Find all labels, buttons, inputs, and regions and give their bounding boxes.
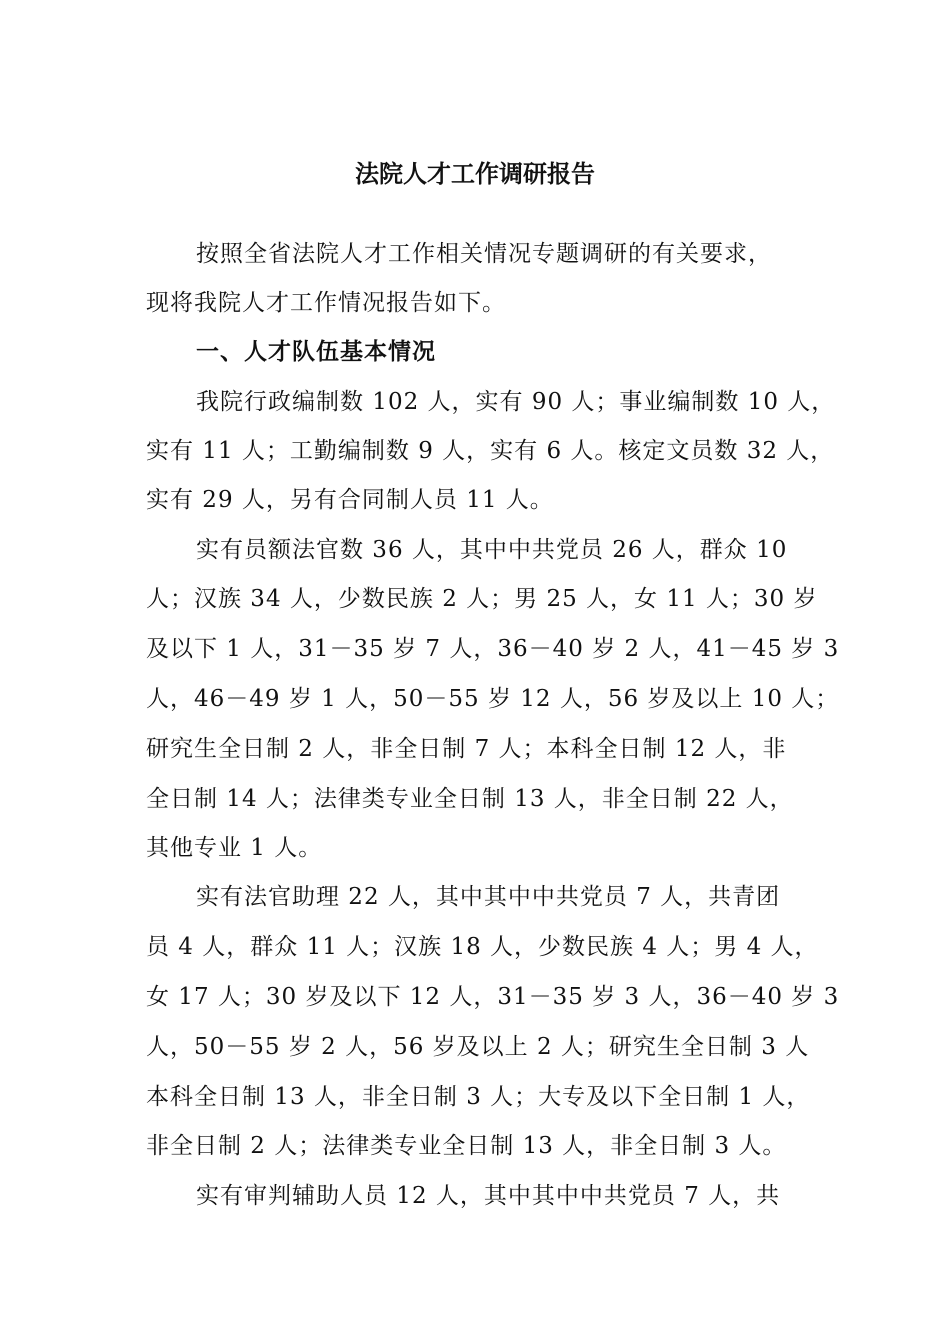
section-heading: 一、人才队伍基本情况 bbox=[196, 339, 436, 365]
document-title: 法院人才工作调研报告 bbox=[355, 159, 595, 188]
paragraph-1-line-3: 实有 29 人，另有合同制人员 11 人。 bbox=[146, 487, 554, 513]
intro-line-1: 按照全省法院人才工作相关情况专题调研的有关要求， bbox=[196, 241, 772, 267]
intro-line-2: 现将我院人才工作情况报告如下。 bbox=[146, 290, 506, 316]
paragraph-4-line-1: 实有审判辅助人员 12 人，其中其中中共党员 7 人，共 bbox=[196, 1183, 781, 1209]
paragraph-3-line-1: 实有法官助理 22 人，其中其中中共党员 7 人，共青团 bbox=[196, 884, 781, 910]
paragraph-2-line-4: 人，46－49 岁 1 人，50－55 岁 12 人，56 岁及以上 10 人； bbox=[146, 686, 840, 712]
paragraph-3-line-5: 本科全日制 13 人，非全日制 3 人；大专及以下全日制 1 人， bbox=[146, 1084, 811, 1110]
paragraph-3-line-2: 员 4 人，群众 11 人；汉族 18 人，少数民族 4 人；男 4 人， bbox=[146, 934, 819, 960]
paragraph-1-line-1: 我院行政编制数 102 人，实有 90 人；事业编制数 10 人， bbox=[196, 389, 836, 415]
paragraph-3-line-4: 人，50－55 岁 2 人，56 岁及以上 2 人；研究生全日制 3 人 bbox=[146, 1034, 810, 1060]
paragraph-2-line-7: 其他专业 1 人。 bbox=[146, 835, 323, 861]
paragraph-3-line-6: 非全日制 2 人；法律类专业全日制 13 人，非全日制 3 人。 bbox=[146, 1133, 787, 1159]
paragraph-2-line-6: 全日制 14 人；法律类专业全日制 13 人，非全日制 22 人， bbox=[146, 786, 794, 812]
paragraph-1-line-2: 实有 11 人；工勤编制数 9 人，实有 6 人。核定文员数 32 人， bbox=[146, 438, 835, 464]
paragraph-2-line-1: 实有员额法官数 36 人，其中中共党员 26 人，群众 10 bbox=[196, 537, 788, 563]
paragraph-2-line-2: 人；汉族 34 人，少数民族 2 人；男 25 人，女 11 人；30 岁 bbox=[146, 586, 818, 612]
paragraph-2-line-5: 研究生全日制 2 人，非全日制 7 人；本科全日制 12 人，非 bbox=[146, 736, 787, 762]
paragraph-2-line-3: 及以下 1 人，31－35 岁 7 人，36－40 岁 2 人，41－45 岁 3 bbox=[146, 636, 840, 662]
paragraph-3-line-3: 女 17 人；30 岁及以下 12 人，31－35 岁 3 人，36－40 岁 3 bbox=[146, 984, 840, 1010]
